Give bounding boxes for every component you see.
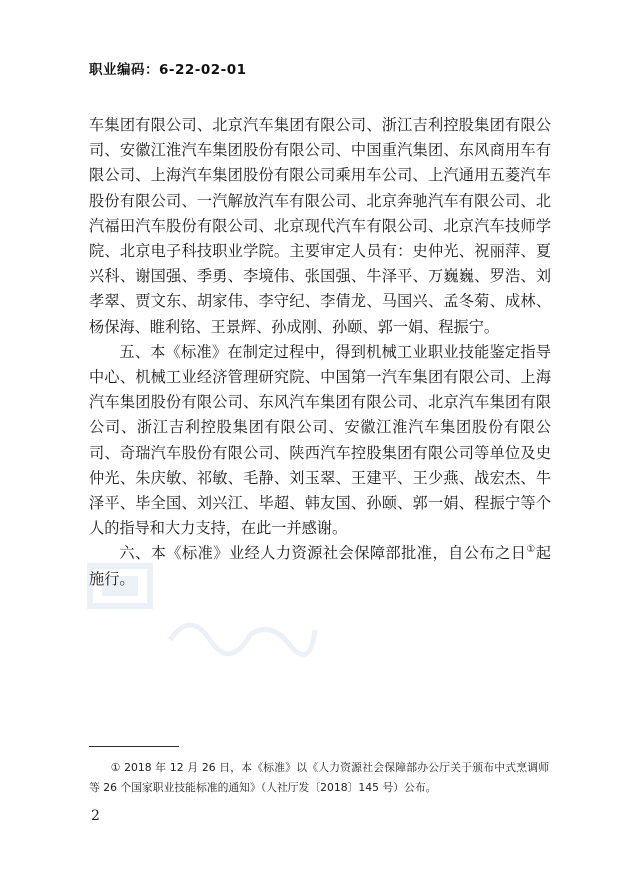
body-text (89, 113, 551, 592)
occupation-code: 职业编码：6-22-02-01 (89, 62, 247, 78)
footnote-divider (89, 746, 179, 747)
footnote: ① 2018 年 12 月 26 日，本《标准》以《人力资源社会保障部办公厅关于颁布中式烹调师等 26 个国家职业技能标准的通知》（人社厅发〔2018〕145 号）公布。 (89, 761, 549, 794)
effective-date-text: 六、本《标准》业经人力资源社会保障部批准，自公布之日 (119, 544, 527, 563)
footnote-reference[interactable]: ① (526, 544, 536, 556)
page-number: 2 (91, 808, 100, 824)
paragraph-acknowledgements: 五、本《标准》在制定过程中，得到机械工业职业技能鉴定指导中心、机械工业经济管理研究院、中国第一汽车集团有限公司、上海汽车集团股份有限公司、东风汽车集团有限公司、北京汽车集团有限公司、浙江吉利控股集团有限公司、安徽江淮汽车集团股份有限公司、奇瑞汽车股份有限公司、陕西汽车控股集团有限公司等单位及史仲光、朱庆敏、祁敏、毛静、刘玉翠、王建平、王少燕、战宏杰、牛泽平、毕全国、刘兴江、毕超、韩友国、孙颐、郭一娟、程振宁等个人的指导和大力支持，在此一并感谢。 (89, 342, 551, 538)
paragraph-effective-date (89, 541, 551, 591)
paragraph-reviewers: 车集团有限公司、北京汽车集团有限公司、浙江吉利控股集团有限公司、安徽江淮汽车集团股份有限公司、中国重汽集团、东风商用车有限公司、上海汽车集团股份有限公司乘用车公司、上汽通用五菱汽车股份有限公司、一汽解放汽车有限公司、北京奔驰汽车有限公司、北汽福田汽车股份有限公司、北京现代汽车有限公司、北京汽车技师学院、北京电子科技职业学院。主要审定人员有：史仲光、祝丽萍、夏兴科、谢国强、季勇、李境伟、张国强、牛泽平、万巍巍、罗浩、刘孝翠、贾文东、胡家伟、李守纪、李倩龙、马国兴、孟冬菊、成林、杨保海、睢利铭、王景辉、孙成刚、孙颐、郭一娟、程振宁。 (89, 116, 551, 336)
effective-date-tail: 起施行。 (89, 544, 552, 588)
watermark-calligraphy (160, 600, 320, 670)
